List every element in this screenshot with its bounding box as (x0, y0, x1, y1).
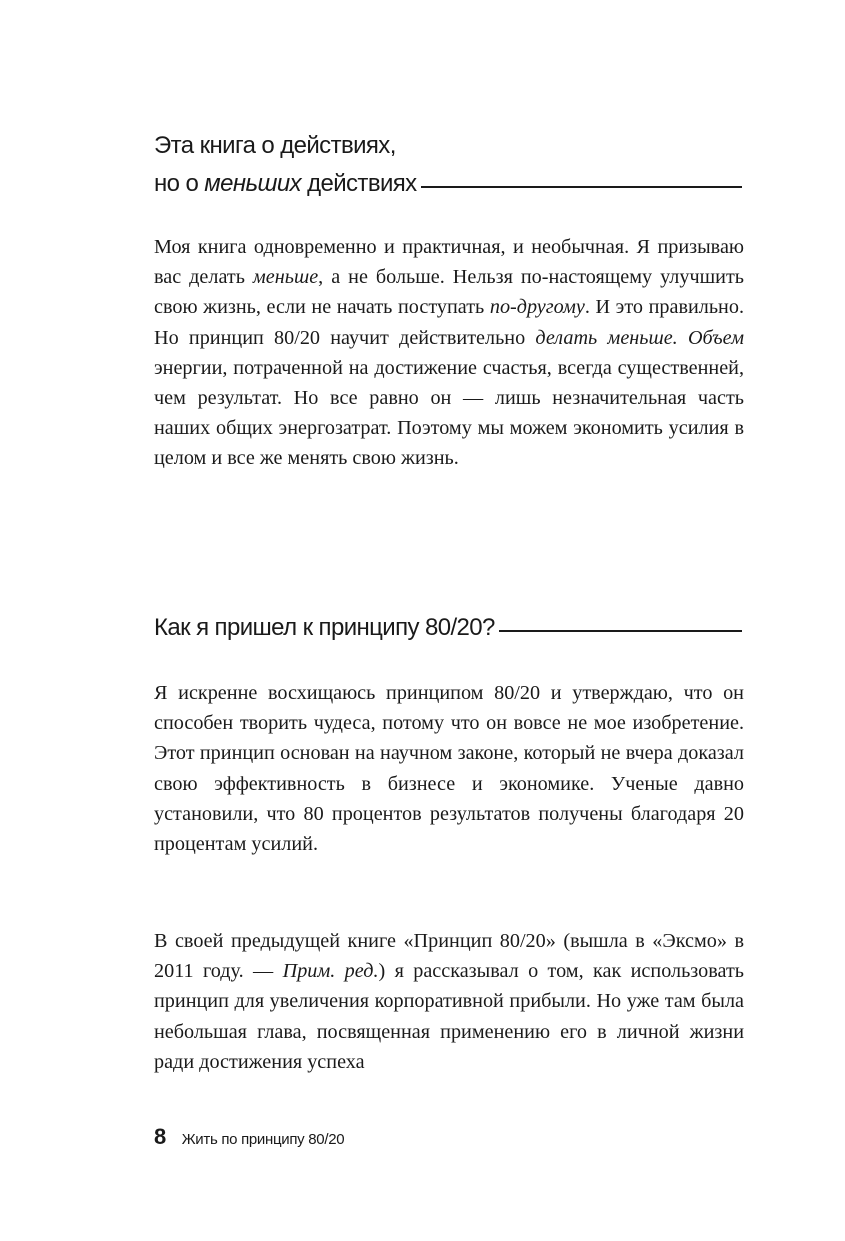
heading-1-line-2-end: действиях (301, 170, 417, 197)
heading-1-line-2-start: но о (154, 170, 205, 197)
section-heading-1 (154, 127, 742, 203)
text-run: В своей предыдущей книге «Принцип 80/20» (вышла в «Эксмо» в 2011 году. — (154, 930, 744, 983)
paragraph-2: Я искренне восхищаюсь принципом 80/20 и утверждаю, что он способен творить чудеса, потому что он вовсе не мое изобретение. Этот принцип основан на научном законе, который не вчера доказал свою эффективность в бизнесе и экономике. Ученые давно установили, что 80 процентов результатов получены благодаря 20 процентам усилий. (154, 682, 744, 856)
paragraph-1 (154, 232, 744, 474)
text-run: энергии, потраченной на достижение счастья, всегда существенней, чем результат. Но все равно он — лишь незначительная часть наших общих энергозатрат. Поэтому мы можем экономить усилия в целом и все же менять свою жизнь. (154, 356, 744, 470)
emphasis-text: делать меньше. Объем (535, 326, 744, 349)
emphasis-text: Прим. ред. (282, 960, 379, 983)
heading-2-text: Как я пришел к принципу 80/20? (154, 614, 495, 641)
running-title: Жить по принципу 80/20 (181, 1131, 345, 1148)
text-run: Моя книга одновременно и практичная, и необычная. Я призываю вас делать (154, 236, 744, 289)
emphasis-text: меньше (252, 266, 319, 289)
paragraph-3 (154, 926, 744, 1077)
text-run: ) я рассказывал о том, как использовать принцип для увеличения корпоративной прибыли. Но уже там была небольшая глава, посвященная применению его в личной жизни ради достижения успеха (154, 960, 744, 1073)
page-footer (154, 1124, 344, 1150)
heading-1-line-1: Эта книга о действиях, (154, 132, 396, 159)
text-run: . И это правильно. Но принцип 80/20 научит действительно (154, 296, 744, 349)
text-run: , а не больше. Нельзя по-настоящему улучшить свою жизнь, если не начать поступать (154, 266, 744, 319)
heading-2-rule (499, 630, 742, 632)
page-number: 8 (154, 1124, 166, 1149)
heading-1-emphasis: меньших (204, 170, 301, 197)
emphasis-text: по-другому (489, 296, 585, 319)
heading-1-rule (421, 186, 742, 188)
section-heading-2 (154, 609, 742, 647)
